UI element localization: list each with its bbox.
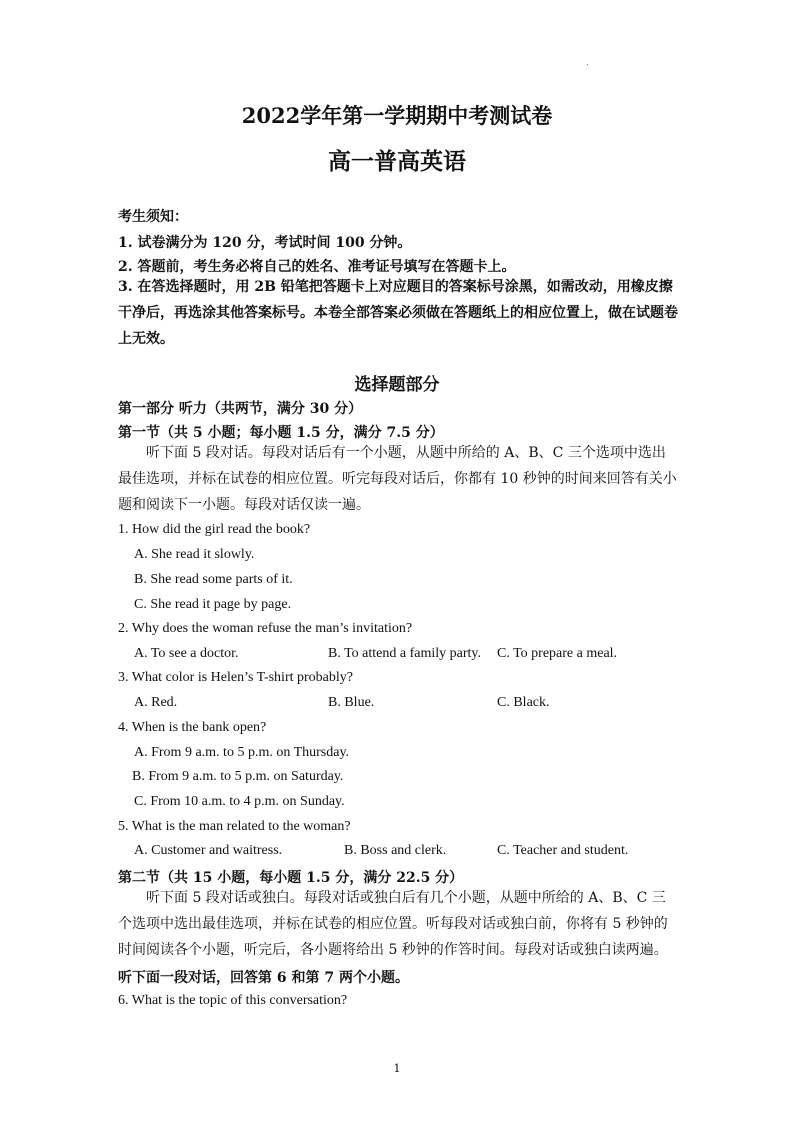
notice-item-2: 2. 答题前，考生务必将自己的姓名、准考证号填写在答题卡上。 — [118, 259, 516, 275]
exam-subtitle: 高一普高英语 — [328, 148, 466, 175]
section2-instructions: 听下面 5 段对话或独白。每段对话或独白后有几个小题，从题中所给的 A、B、C 三个选项中选出最佳选项，并标在试卷的相应位置。听每段对话或独白前，你将有 5 秒钟的时间阅读各个小题，听完后，各小题将给出 5 秒钟的作答时间。每段对话或独白读两遍。 — [118, 890, 668, 958]
q2-option-a: A. To see a doctor. — [134, 646, 239, 661]
q5-option-b: B. Boss and clerk. — [344, 843, 447, 858]
q3-option-a: A. Red. — [134, 695, 178, 710]
question-6: 6. What is the topic of this conversation? — [118, 993, 348, 1008]
q2-option-b: B. To attend a family party. — [328, 646, 481, 661]
section1-heading: 第一节（共 5 小题；每小题 1.5 分，满分 7.5 分） — [118, 425, 444, 441]
exam-title: 2022学年第一学期期中考测试卷 — [241, 103, 553, 128]
question-3: 3. What color is Helen’s T-shirt probably? — [118, 670, 353, 685]
q4-option-c: C. From 10 a.m. to 4 p.m. on Sunday. — [134, 794, 345, 809]
question-5: 5. What is the man related to the woman? — [118, 819, 351, 834]
q1-option-c: C. She read it page by page. — [134, 597, 292, 612]
q1-option-b: B. She read some parts of it. — [134, 572, 293, 587]
question-2: 2. Why does the woman refuse the man’s invitation? — [118, 621, 413, 636]
notice-item-1: 1. 试卷满分为 120 分，考试时间 100 分钟。 — [118, 235, 412, 251]
section2-subheading: 听下面一段对话，回答第 6 和第 7 两个小题。 — [118, 970, 409, 986]
question-4: 4. When is the bank open? — [118, 720, 267, 735]
q3-option-b: B. Blue. — [328, 695, 375, 710]
q3-option-c: C. Black. — [497, 695, 550, 710]
q2-option-c: C. To prepare a meal. — [497, 646, 618, 661]
q1-option-a: A. She read it slowly. — [134, 547, 255, 562]
q5-option-a: A. Customer and waitress. — [134, 843, 283, 858]
page-number: 1 — [393, 1062, 401, 1075]
notice-heading: 考生须知： — [118, 209, 188, 225]
section-title: 选择题部分 — [354, 375, 440, 395]
q4-option-a: A. From 9 a.m. to 5 p.m. on Thursday. — [134, 745, 350, 760]
q4-option-b: B. From 9 a.m. to 5 p.m. on Saturday. — [132, 769, 344, 784]
q5-option-c: C. Teacher and student. — [497, 843, 629, 858]
section2-heading: 第二节（共 15 小题，每小题 1.5 分，满分 22.5 分） — [118, 870, 464, 886]
part1-heading: 第一部分 听力（共两节，满分 30 分） — [118, 401, 363, 417]
section1-instructions: 听下面 5 段对话。每段对话后有一个小题，从题中所给的 A、B、C 三个选项中选出最佳选项，并标在试卷的相应位置。听完每段对话后，你都有 10 秒钟的时间来回答有关小题和阅读下一小题。每段对话仅读一遍。 — [118, 445, 677, 513]
notice-item-3: 3. 在答选择题时，用 2B 铅笔把答题卡上对应题目的答案标号涂黑，如需改动，用橡皮擦干净后，再选涂其他答案标号。本卷全部答案必须做在答题纸上的相应位置上，做在试题卷上无效。 — [118, 279, 678, 347]
corner-dot: . — [586, 58, 589, 67]
question-1: 1. How did the girl read the book? — [118, 522, 311, 537]
